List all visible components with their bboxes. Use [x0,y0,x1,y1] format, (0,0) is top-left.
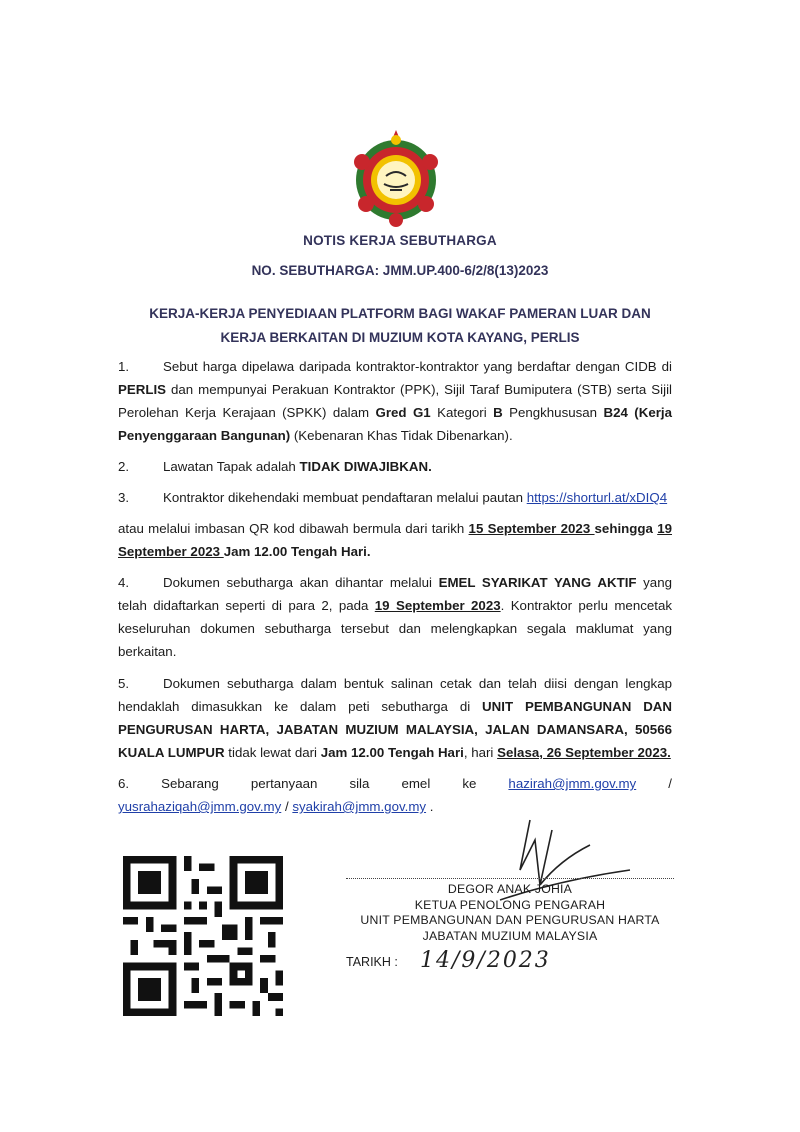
paragraph-number: 4. [118,575,130,590]
registration-link[interactable]: https://shorturl.at/xDIQ4 [526,490,668,505]
text: Pengkhususan [502,405,604,420]
period: . [426,799,434,814]
text: Dokumen sebutharga akan dihantar melalui [163,575,439,590]
email-link-yusrahaziqah[interactable]: yusrahaziqah@jmm.gov.my [118,799,282,814]
word: ke [462,776,477,791]
text: dan mempunyai Perakuan Kontraktor (PPK), Sijil Taraf Bumiputera (STB) serta Sijil Perolehan Kerja Kerajaan (SPKK) dalam [118,382,672,420]
word: Sebarang [161,776,219,791]
handwritten-date: 14/9/2023 [420,948,551,973]
notice-subject [0,302,800,350]
paragraph-number: 1. [118,359,130,374]
grade-bold: Gred G1 [375,405,431,420]
site-visit-status: TIDAK DIWAJIBKAN. [299,459,432,474]
deadline-time: Jam 12.00 Tengah Hari [320,745,464,760]
text: Lawatan Tapak adalah [163,459,300,474]
email-link-hazirah[interactable]: hazirah@jmm.gov.my [508,776,637,791]
subject-line-2: KERJA BERKAITAN DI MUZIUM KOTA KAYANG, PERLIS [220,330,580,345]
text: Dokumen sebutharga dalam bentuk salinan cetak dan telah diisi dengan lengkap hendaklah dimasukkan ke dalam peti sebutharga di [118,676,672,714]
word: sila [349,776,370,791]
signatory-block [346,882,674,944]
museum-emblem-logo [348,128,444,228]
end-time: Jam 12.00 Tengah Hari. [223,544,371,559]
text: , hari [463,745,498,760]
text: . Kontraktor perlu mencetak keseluruhan dokumen sebutharga tersebut dan melengkapkan segala maklumat yang berkaitan. [118,598,672,659]
signatory-department: JABATAN MUZIUM MALAYSIA [422,928,598,943]
send-date: 19 September 2023 [374,598,501,613]
end-date: 19 September 2023 [118,521,672,559]
signature-line [346,878,674,879]
start-date: 15 September 2023 [468,521,595,536]
text: atau melalui imbasan QR kod dibawah bermula dari tarikh [118,521,469,536]
separator: / [668,776,672,791]
text: yang telah didaftarkan seperti di para 2, pada [118,575,672,613]
deadline-date: Selasa, 26 September 2023. [497,745,671,760]
text: Sebut harga dipelawa daripada kontraktor-kontraktor yang berdaftar dengan CIDB di [163,359,672,374]
signatory-unit: UNIT PEMBANGUNAN DAN PENGURUSAN HARTA [360,913,660,927]
paragraph-number: 6. [118,776,130,791]
paragraph-number: 2. [118,459,130,474]
paragraph-1 [118,355,672,447]
submission-address: UNIT PEMBANGUNAN DAN PENGURUSAN HARTA, JABATAN MUZIUM MALAYSIA, JALAN DAMANSARA, 50566 KUALA LUMPUR [118,699,673,760]
quotation-reference: NO. SEBUTHARGA: JMM.UP.400-6/2/8(13)2023 [251,263,549,278]
date-label: TARIKH : [346,955,398,969]
signatory-name: DEGOR ANAK JOHIA [447,882,573,896]
paragraph-number: 3. [118,490,130,505]
category-bold: B [493,405,503,420]
text: Kontraktor dikehendaki membuat pendaftaran melalui pautan [163,490,527,505]
state-bold: PERLIS [118,382,167,397]
paragraph-number: 5. [118,676,130,691]
word: emel [401,776,431,791]
text: tidak lewat dari [224,745,321,760]
specialization-bold: B24 (Kerja Penyenggaraan Bangunan) [118,405,672,443]
notice-title: NOTIS KERJA SEBUTHARGA [303,233,497,248]
paragraph-3 [118,486,672,509]
email-link-syakirah[interactable]: syakirah@jmm.gov.my [292,799,427,814]
signatory-position: KETUA PENOLONG PENGARAH [414,897,606,912]
paragraph-5 [118,672,672,764]
paragraph-4 [118,571,672,663]
text-bold: sehingga [594,521,653,536]
qr-code[interactable] [123,856,283,1016]
paragraph-2 [118,455,672,478]
separator: / [281,799,293,814]
subject-line-1: KERJA-KERJA PENYEDIAAN PLATFORM BAGI WAKAF PAMERAN LUAR DAN [149,306,651,321]
text: (Kebenaran Khas Tidak Dibenarkan). [290,428,513,443]
word: pertanyaan [250,776,318,791]
paragraph-3-continued [118,517,672,563]
email-requirement: EMEL SYARIKAT YANG AKTIF [438,575,637,590]
text: Kategori [430,405,494,420]
